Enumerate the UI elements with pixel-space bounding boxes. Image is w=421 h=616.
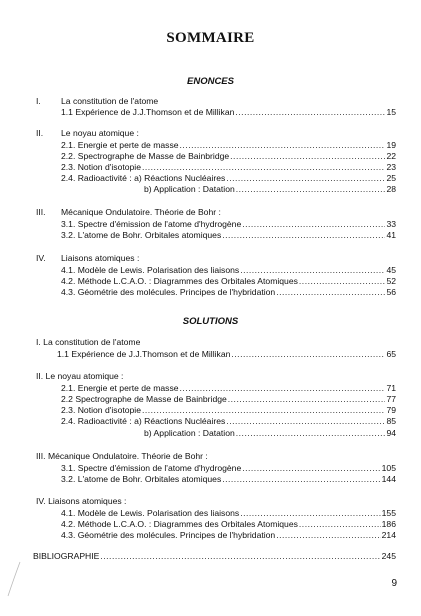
toc-entry[interactable]: 3.2. L'atome de Bohr. Orbitales atomiques ..... 144 bbox=[61, 474, 396, 485]
toc-entry[interactable]: 2.1. Energie et perte de masse ..... 19 bbox=[61, 140, 396, 151]
toc-entry[interactable]: 2.4. Radioactivité : a) Réactions Nucléaires ..... 85 bbox=[61, 416, 396, 427]
toc-entry[interactable]: 4.1. Modèle de Lewis. Polarisation des liaisons ..... 155 bbox=[61, 508, 396, 519]
toc-entry[interactable]: 4.3. Géométrie des molécules. Principes de l'hybridation ..... 214 bbox=[61, 530, 396, 541]
toc-entry[interactable]: 2.1. Energie et perte de masse ..... 71 bbox=[61, 383, 396, 394]
toc-chapter: I. La constitution de l'atome bbox=[36, 96, 159, 106]
toc-entry[interactable]: 2.2. Spectrographe de Masse de Bainbridge ..... 22 bbox=[61, 151, 396, 162]
toc-entry[interactable]: 3.1. Spectre d'émission de l'atome d'hydrogène ..... 33 bbox=[61, 219, 396, 230]
toc-chapter: IV. Liaisons atomiques : bbox=[36, 253, 140, 263]
toc-chapter: III. Mécanique Ondulatoire. Théorie de Bohr : bbox=[36, 451, 208, 461]
section-heading-solutions: SOLUTIONS bbox=[182, 316, 239, 327]
toc-entry[interactable]: 2.4. Radioactivité : a) Réactions Nucléaires ..... 25 bbox=[61, 173, 396, 184]
toc-entry[interactable]: b) Application : Datation ..... 28 bbox=[144, 184, 396, 195]
toc-entry[interactable]: 2.3. Notion d'isotopie ..... 79 bbox=[61, 405, 396, 416]
pencil-mark bbox=[4, 560, 24, 600]
toc-chapter: II. Le noyau atomique : bbox=[36, 371, 124, 381]
page-number: 9 bbox=[391, 578, 397, 589]
toc-entry[interactable]: 4.2. Méthode L.C.A.O. : Diagrammes des Orbitales Atomiques ..... 186 bbox=[61, 519, 396, 530]
section-heading-enonces: ENONCES bbox=[187, 76, 234, 87]
toc-entry[interactable]: 4.3. Géométrie des molécules. Principes de l'hybridation ..... 56 bbox=[61, 287, 396, 298]
toc-chapter: IV. Liaisons atomiques : bbox=[36, 496, 127, 506]
toc-chapter: I. La constitution de l'atome bbox=[36, 337, 141, 347]
toc-entry[interactable]: 1.1 Expérience de J.J.Thomson et de Millikan ..... 65 bbox=[57, 349, 396, 360]
toc-entry[interactable]: 4.2. Méthode L.C.A.O. : Diagrammes des Orbitales Atomiques ..... 52 bbox=[61, 276, 396, 287]
toc-entry[interactable]: b) Application : Datation ..... 94 bbox=[144, 428, 396, 439]
toc-entry[interactable]: 2.3. Notion d'isotopie ..... 23 bbox=[61, 162, 396, 173]
toc-chapter: II. Le noyau atomique : bbox=[36, 128, 139, 138]
page-title: SOMMAIRE bbox=[166, 30, 255, 46]
toc-entry[interactable]: 3.1. Spectre d'émission de l'atome d'hydrogène ..... 105 bbox=[61, 463, 396, 474]
toc-entry-bibliographie[interactable]: BIBLIOGRAPHIE ..... 245 bbox=[33, 551, 396, 562]
toc-entry[interactable]: 3.2. L'atome de Bohr. Orbitales atomiques ..... 41 bbox=[61, 230, 396, 241]
toc-entry[interactable]: 4.1. Modèle de Lewis. Polarisation des liaisons ..... 45 bbox=[61, 265, 396, 276]
toc-entry[interactable]: 1.1 Expérience de J.J.Thomson et de Millikan ..... 15 bbox=[61, 107, 396, 118]
toc-chapter: III. Mécanique Ondulatoire. Théorie de Bohr : bbox=[36, 207, 221, 217]
toc-entry[interactable]: 2.2 Spectrographe de Masse de Bainbridge ..... 77 bbox=[61, 394, 396, 405]
